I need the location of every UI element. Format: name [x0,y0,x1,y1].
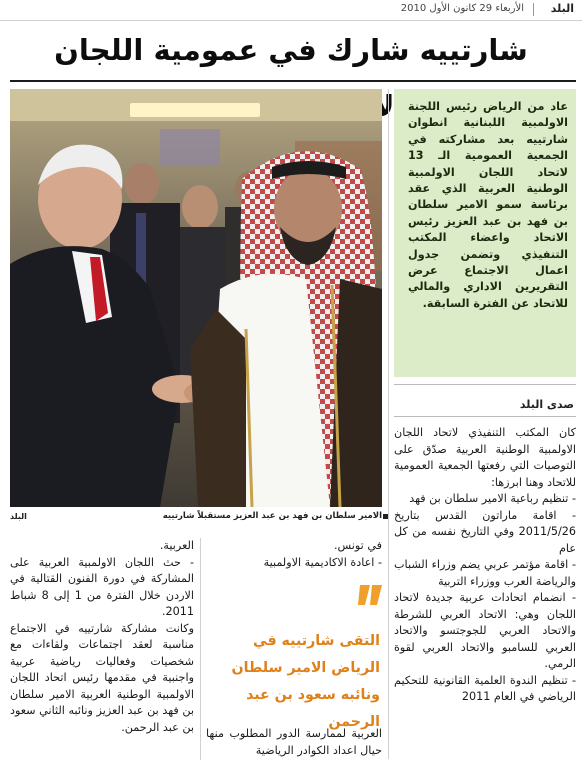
column-rule [388,89,389,759]
intro-text: عاد من الرياض رئيس اللجنة الاولمبية اللبنانية انطوان شارتييه بعد مشاركته في الجمعية العمومية الـ 13 لاتحاد اللجان الاولمبية الوطنية العربية الذي عقد برئاسة سمو الامير سلطان بن فهد بن عبد العزيز رئيس الاتحاد واعضاء المكتب التنفيذي وتضمن جدول اعمال الاجتماع عرض التقريرين الاداري والمالي للاتحاد عن الفترة السابقة. [408,100,568,310]
author-rule-top [394,384,576,385]
list-item: - اقامة ماراتون القدس بتاريخ 2011/5/26 وفي التاريخ نفسه من كل عام [394,508,576,555]
author-rule-bottom [394,416,576,417]
top-bar [0,0,582,21]
news-photo [10,89,382,507]
photo-credit: البلد [10,512,27,521]
issue-date: الأربعاء 29 كانون الأول 2010 [400,3,524,14]
photo-illustration [10,89,382,507]
author-byline: صدى البلد [519,398,574,411]
list-item: - تنظيم الندوة العلمية القانونية للتحكيم الرياضي في العام 2011 [394,673,576,703]
photo-caption: الامير سلطان بن فهد بن عبد العزيز مستقبلاً شارتييه [162,511,382,521]
header-divider [533,3,534,16]
column-rule [200,538,201,760]
paragraph: في تونس. [333,539,382,552]
list-item: - تنظيم رباعية الامير سلطان بن فهد [409,492,576,505]
paragraph: وكانت مشاركة شارتييه في الاجتماع مناسبة لعقد اجتماعات ولقاءات مع شخصيات وفعاليات رياضية عربية واجنبية في مقدمها رئيس اتحاد اللجان الاولمبية الوطنية العربية الامير سلطان بن فهد بن عبد العزيز ونائبه الثاني سعود بن عبد الرحمن. [10,621,194,734]
paragraph: العربية. [159,539,194,552]
body-column-middle [206,538,382,571]
list-item: - اعادة الاكاديمية الاولمبية [263,555,382,569]
intro-box [394,89,576,377]
body-column-middle-bottom: العربية لممارسة الدور المطلوب منها حيال اعداد الكوادر الرياضية [206,727,382,757]
body-column-right [394,425,576,706]
body-column-left [10,538,194,736]
headline-rule [10,80,576,82]
list-item: - انضمام اتحادات عربية جديدة لاتحاد اللجان وهي: الاتحاد العربي للشرطة والاتحاد العربي للجوجتسو والاتحاد العربي للسامبو والاتحاد العربي لقوة الرمي. [394,591,576,670]
quote-mark-icon [334,585,382,621]
paragraph: كان المكتب التنفيذي لاتحاد اللجان الاولمبية الوطنية العربية صدّق على التوصيات التي رفعتها الجمعية العمومية للاتحاد وهنا ابرزها: [394,426,576,489]
list-item: - حث اللجان الاولمبية العربية على المشاركة في دورة الفنون القتالية في الاردن خلال الفترة من 1 إلى 8 شباط 2011. [10,555,194,618]
list-item: - اقامة مؤتمر عربي يضم وزراء الشباب والرياضة العرب ووزراء التربية [394,558,576,588]
paper-name: البلد [550,2,574,15]
pull-quote: التقى شارتييه في الرياض الامير سلطان ونائبه سعود بن عبد الرحمن [231,633,380,730]
headline: شارتييه شارك في عمومية اللجان [54,33,528,67]
